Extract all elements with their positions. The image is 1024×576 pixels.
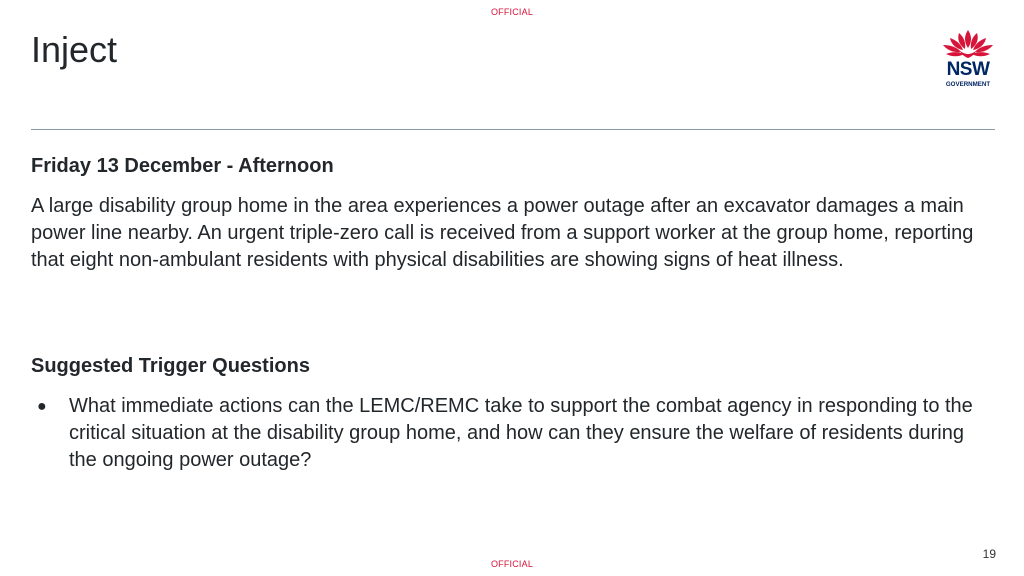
scenario-body: A large disability group home in the area experiences a power outage after an excavator damages a main power line nearby. An urgent triple-zero call is received from a support worker at the group home, reporting that eight non-ambulant residents with physical disabilities are showing signs of heat illness.: [31, 195, 974, 271]
page-number: 19: [982, 547, 996, 561]
title-divider: [31, 129, 995, 130]
bullet-icon: ●: [37, 398, 47, 415]
logo-nsw-text: NSW: [946, 59, 990, 80]
logo-government-text: GOVERNMENT: [945, 81, 991, 88]
waratah-flower-icon: [938, 28, 998, 62]
question-item: [31, 393, 996, 474]
slide-title: Inject: [31, 29, 118, 70]
classification-label-top: OFFICIAL: [490, 7, 534, 17]
question-text: What immediate actions can the LEMC/REMC take to support the combat agency in responding to the critical situation at the disability group home, and how can they ensure the welfare of residents during the ongoing power outage?: [69, 395, 973, 471]
classification-label-bottom: OFFICIAL: [490, 559, 534, 569]
questions-heading: Suggested Trigger Questions: [31, 355, 310, 377]
scenario-heading: Friday 13 December - Afternoon: [31, 155, 334, 177]
nsw-government-logo: [938, 28, 998, 92]
question-list: [31, 393, 996, 474]
